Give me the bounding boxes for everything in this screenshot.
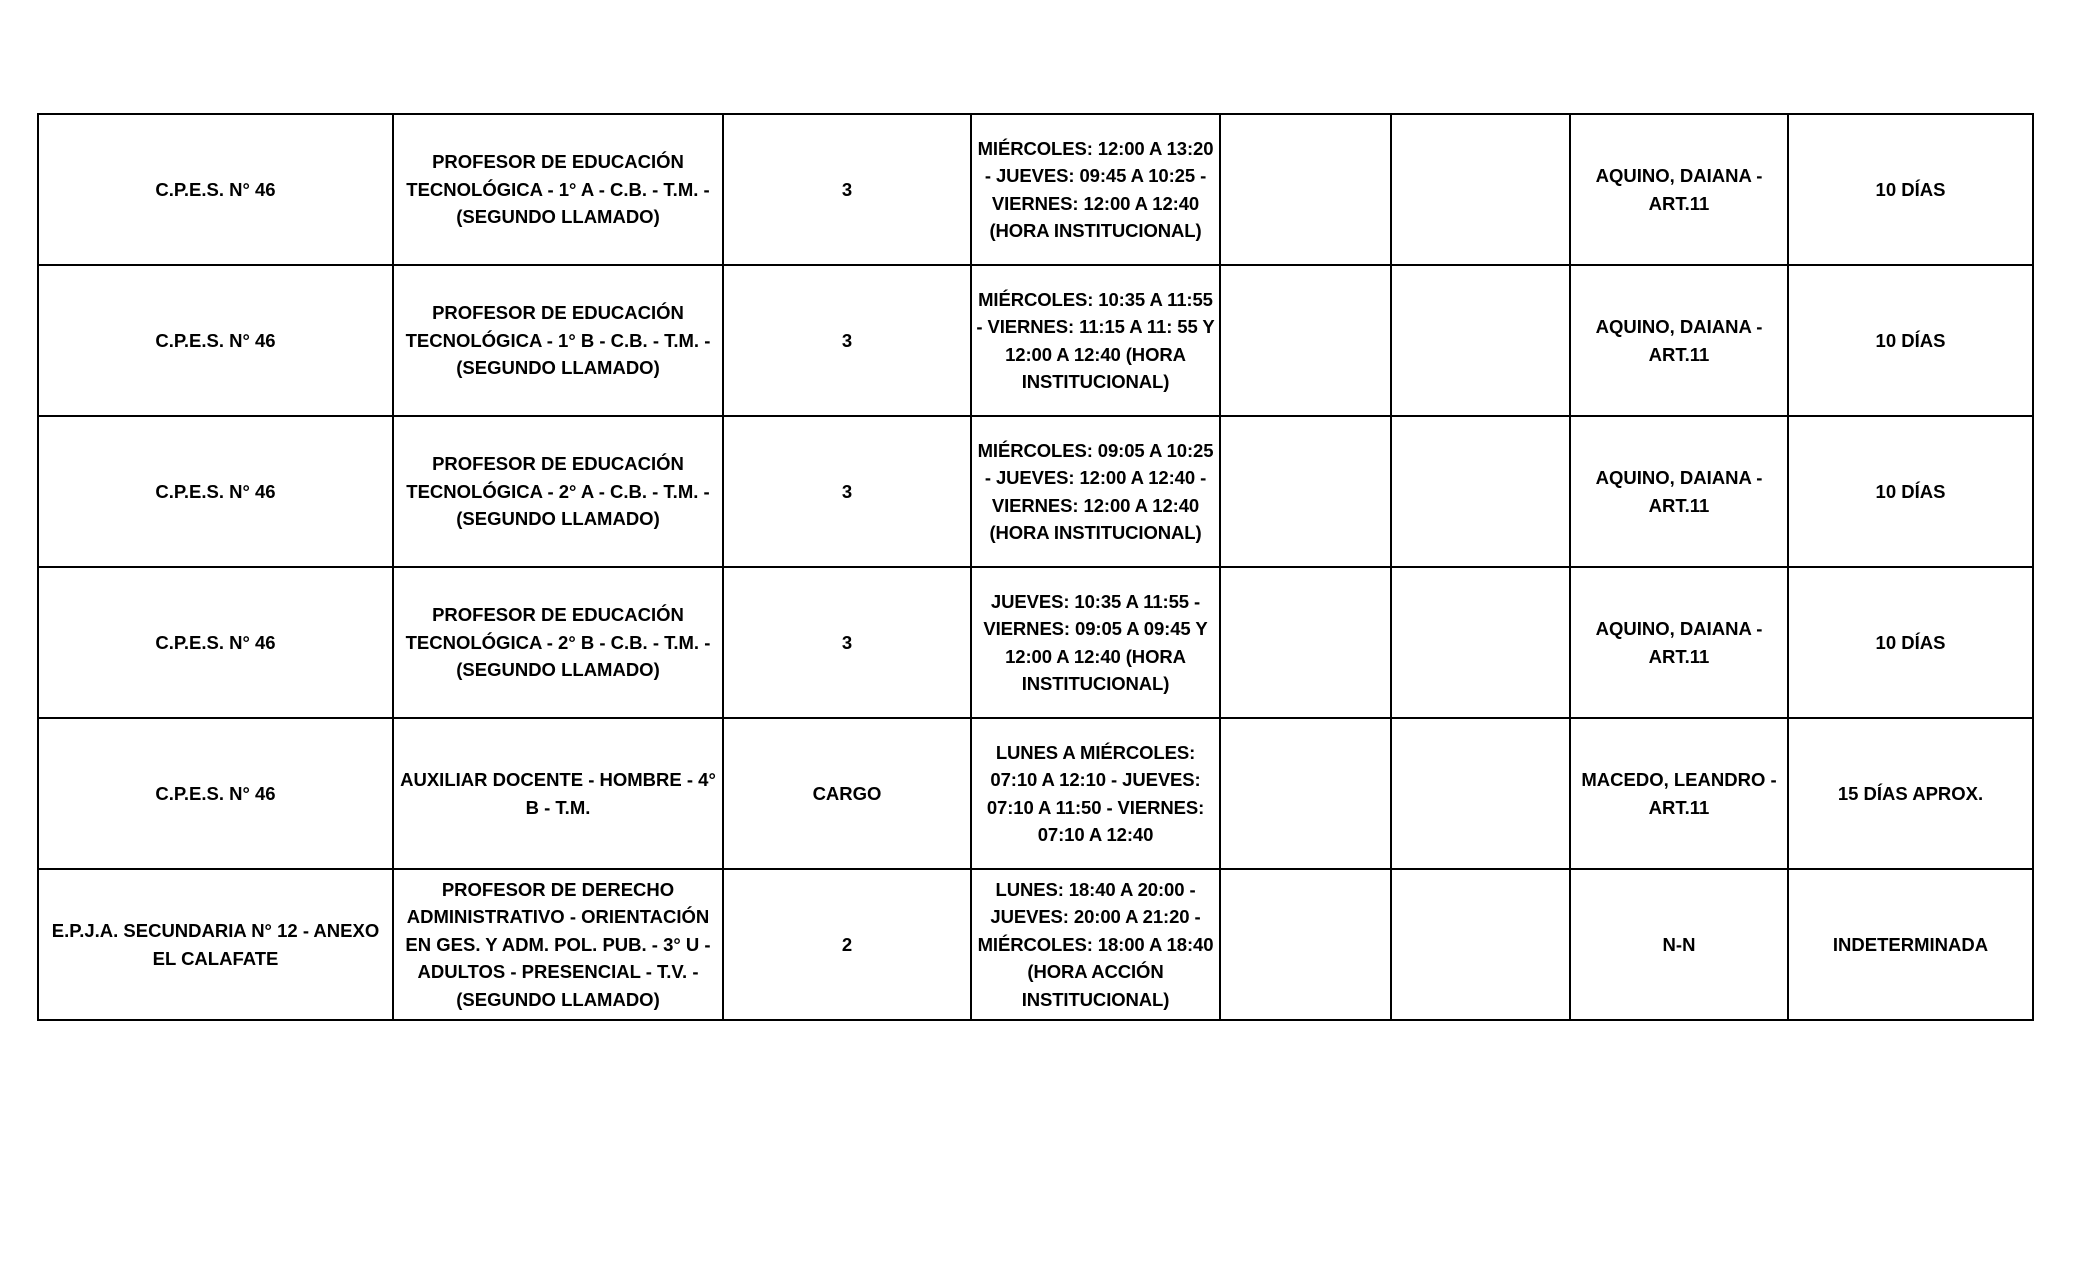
- holder-cell: N-N: [1570, 869, 1788, 1020]
- school-cell: E.P.J.A. SECUNDARIA N° 12 - ANEXO EL CALAFATE: [38, 869, 393, 1020]
- duration-cell: 10 DÍAS: [1788, 114, 2033, 265]
- duration-cell: INDETERMINADA: [1788, 869, 2033, 1020]
- empty-cell: [1391, 567, 1570, 718]
- schedule-cell: LUNES A MIÉRCOLES: 07:10 A 12:10 - JUEVES: 07:10 A 11:50 - VIERNES: 07:10 A 12:40: [971, 718, 1220, 869]
- hours-cell: 3: [723, 416, 971, 567]
- schedule-cell: MIÉRCOLES: 12:00 A 13:20 - JUEVES: 09:45 A 10:25 - VIERNES: 12:00 A 12:40 (HORA INSTITUCIONAL): [971, 114, 1220, 265]
- position-cell: PROFESOR DE EDUCACIÓN TECNOLÓGICA - 2° B - C.B. - T.M. - (SEGUNDO LLAMADO): [393, 567, 723, 718]
- empty-cell: [1391, 718, 1570, 869]
- school-cell: C.P.E.S. N° 46: [38, 416, 393, 567]
- duration-cell: 10 DÍAS: [1788, 416, 2033, 567]
- empty-cell: [1220, 416, 1391, 567]
- schedule-cell: MIÉRCOLES: 10:35 A 11:55 - VIERNES: 11:15 A 11: 55 Y 12:00 A 12:40 (HORA INSTITUCIONAL): [971, 265, 1220, 416]
- holder-cell: AQUINO, DAIANA - ART.11: [1570, 114, 1788, 265]
- hours-cell: CARGO: [723, 718, 971, 869]
- hours-cell: 3: [723, 567, 971, 718]
- hours-cell: 3: [723, 265, 971, 416]
- table-row: [38, 567, 2033, 718]
- position-cell: AUXILIAR DOCENTE - HOMBRE - 4° B - T.M.: [393, 718, 723, 869]
- position-cell: PROFESOR DE EDUCACIÓN TECNOLÓGICA - 2° A - C.B. - T.M. - (SEGUNDO LLAMADO): [393, 416, 723, 567]
- holder-cell: MACEDO, LEANDRO - ART.11: [1570, 718, 1788, 869]
- school-cell: C.P.E.S. N° 46: [38, 718, 393, 869]
- empty-cell: [1220, 265, 1391, 416]
- empty-cell: [1391, 416, 1570, 567]
- vacancies-table: [37, 113, 2034, 1021]
- holder-cell: AQUINO, DAIANA - ART.11: [1570, 567, 1788, 718]
- school-cell: C.P.E.S. N° 46: [38, 265, 393, 416]
- schedule-cell: JUEVES: 10:35 A 11:55 - VIERNES: 09:05 A 09:45 Y 12:00 A 12:40 (HORA INSTITUCIONAL): [971, 567, 1220, 718]
- hours-cell: 3: [723, 114, 971, 265]
- empty-cell: [1391, 114, 1570, 265]
- empty-cell: [1220, 869, 1391, 1020]
- empty-cell: [1391, 869, 1570, 1020]
- empty-cell: [1220, 567, 1391, 718]
- table-row: [38, 265, 2033, 416]
- empty-cell: [1220, 718, 1391, 869]
- school-cell: C.P.E.S. N° 46: [38, 567, 393, 718]
- duration-cell: 10 DÍAS: [1788, 265, 2033, 416]
- table-row: [38, 114, 2033, 265]
- position-cell: PROFESOR DE DERECHO ADMINISTRATIVO - ORIENTACIÓN EN GES. Y ADM. POL. PUB. - 3° U - ADULTOS - PRESENCIAL - T.V. - (SEGUNDO LLAMADO): [393, 869, 723, 1020]
- table-row: [38, 869, 2033, 1020]
- empty-cell: [1391, 265, 1570, 416]
- empty-cell: [1220, 114, 1391, 265]
- table-row: [38, 718, 2033, 869]
- holder-cell: AQUINO, DAIANA - ART.11: [1570, 416, 1788, 567]
- school-cell: C.P.E.S. N° 46: [38, 114, 393, 265]
- duration-cell: 15 DÍAS APROX.: [1788, 718, 2033, 869]
- schedule-cell: LUNES: 18:40 A 20:00 - JUEVES: 20:00 A 21:20 - MIÉRCOLES: 18:00 A 18:40 (HORA ACCIÓN INSTITUCIONAL): [971, 869, 1220, 1020]
- position-cell: PROFESOR DE EDUCACIÓN TECNOLÓGICA - 1° A - C.B. - T.M. - (SEGUNDO LLAMADO): [393, 114, 723, 265]
- table-row: [38, 416, 2033, 567]
- duration-cell: 10 DÍAS: [1788, 567, 2033, 718]
- position-cell: PROFESOR DE EDUCACIÓN TECNOLÓGICA - 1° B - C.B. - T.M. - (SEGUNDO LLAMADO): [393, 265, 723, 416]
- holder-cell: AQUINO, DAIANA - ART.11: [1570, 265, 1788, 416]
- hours-cell: 2: [723, 869, 971, 1020]
- schedule-cell: MIÉRCOLES: 09:05 A 10:25 - JUEVES: 12:00 A 12:40 - VIERNES: 12:00 A 12:40 (HORA INSTITUCIONAL): [971, 416, 1220, 567]
